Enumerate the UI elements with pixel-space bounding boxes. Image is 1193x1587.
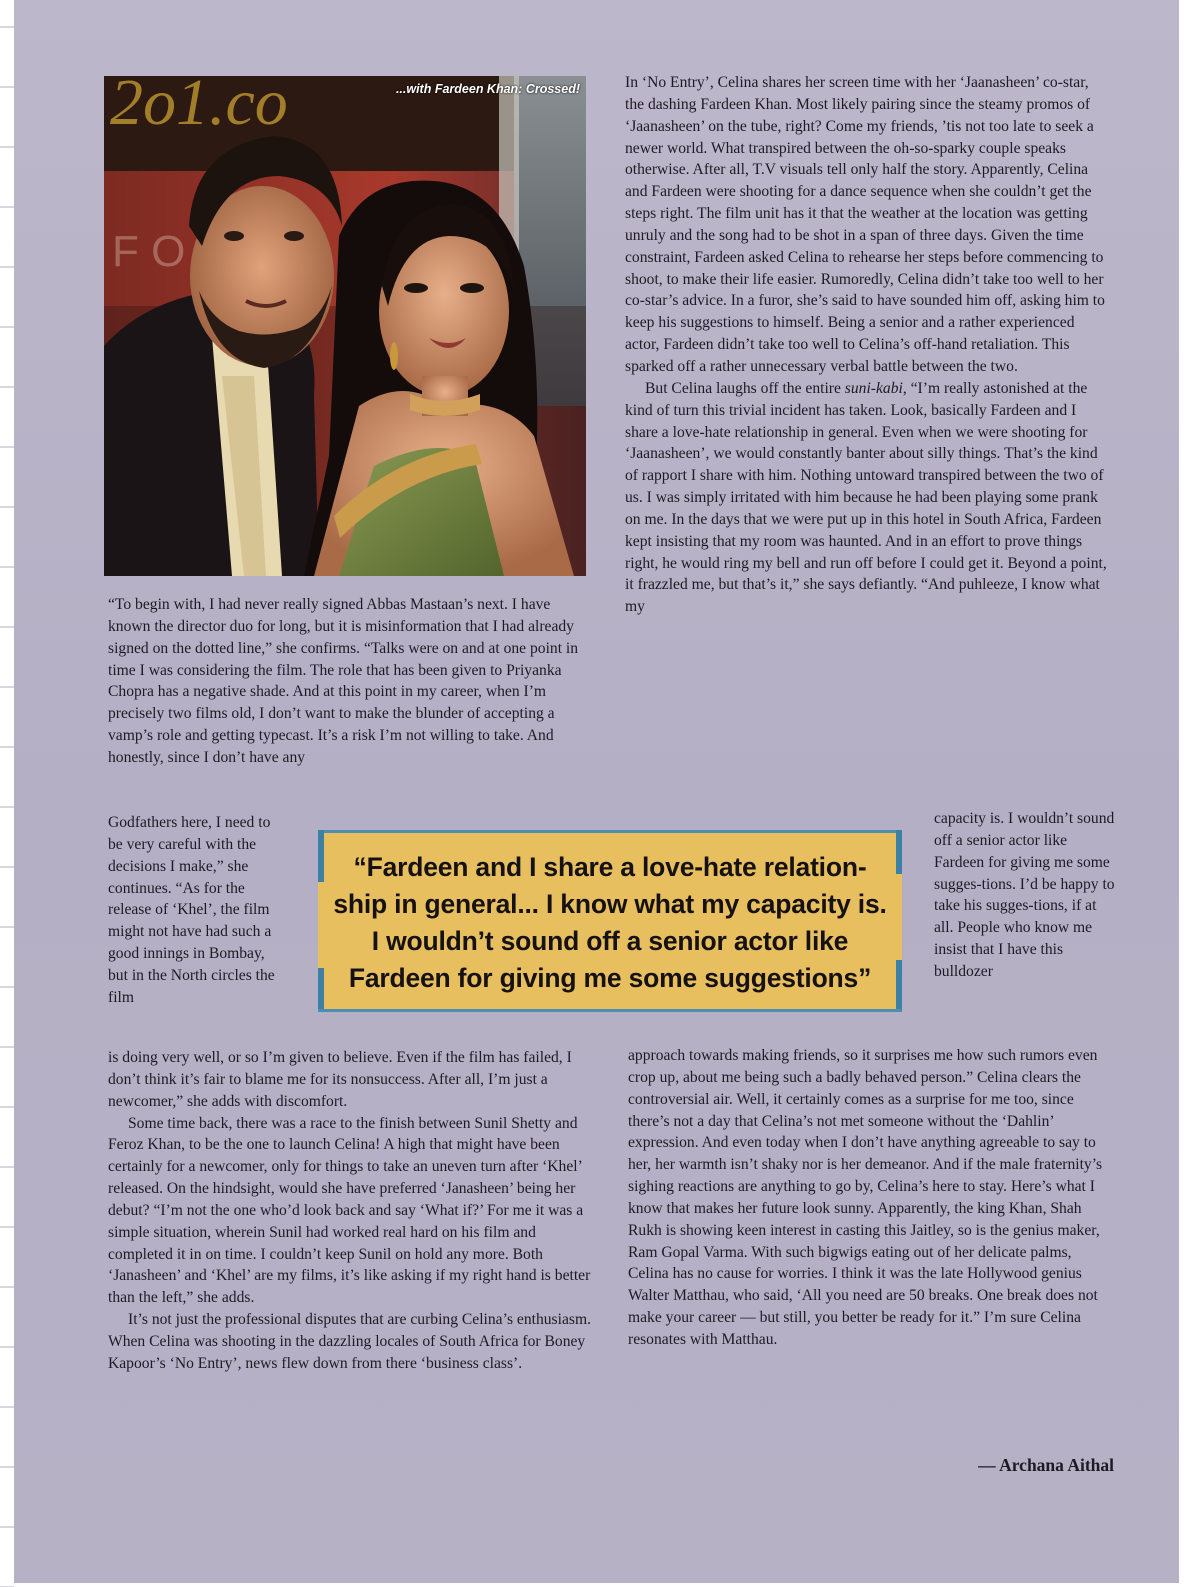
pull-quote-corner xyxy=(318,968,324,1012)
pull-quote-text xyxy=(319,849,900,997)
pull-quote-line: “Fardeen and I share a love-hate relation- xyxy=(353,851,867,882)
magazine-page xyxy=(14,0,1179,1583)
photo-caption xyxy=(396,82,580,96)
paragraph: “To begin with, I had never really signed Abbas Mastaan’s next. I have known the director duo for long, but it is misinformation that I had already signed on the dotted line,” she confirms. “Talks were on and at one point in time I was considering the film. The role that has been given to Priyanka Chopra has a negative shade. And at this point in my career, when I’m precisely two films old, I don’t want to make the blunder of accepting a vamp’s role and getting typecast. It’s a risk I’m not willing to take. And honestly, since I don’t have any xyxy=(108,596,579,766)
left-column-top xyxy=(108,594,590,769)
paragraph: is doing very well, or so I’m given to believe. Even if the film has failed, I don’t think it’s fair to blame me for its nonsuccess. After all, I’m just a newcomer,” she adds with discomfort. xyxy=(108,1049,572,1110)
left-column-bottom xyxy=(108,1047,592,1375)
right-column-top xyxy=(625,72,1111,618)
paragraph: approach towards making friends, so it surprises me how such rumors even crop up, about me being such a badly behaved person.” Celina clears the controversial air. Well, it certainly comes as a surprise for me too, since there’s not a day that Celina’s not met someone without the ‘Dahlin’ expression. And even today when I don’t have anything agreeable to say to her, her warmth isn’t shaky nor is her demeanor. And if the male fraternity’s sighing reactions are anything to go by, Celina’s here to stay. Here’s what I know that makes her future look sunny. Apparently, the king Khan, Shah Rukh is showing keen interest in casting this Jaitley, so is the genius maker, Ram Gopal Varma. With such bigwigs eating out of her delicate palms, Celina has no cause for worries. I think it was the late Hollywood genius Walter Matthau, who said, ‘All you need are 50 breaks. One break does not make your career — but still, you better be ready for it.” I’m sure Celina resonates with Matthau. xyxy=(628,1047,1103,1348)
pull-quote-line: ship in general... I know what my capacity is. xyxy=(333,888,887,919)
italic-term: suni-kabi xyxy=(844,379,903,397)
svg-text:2o1.co: 2o1.co xyxy=(110,76,288,139)
scan-edge xyxy=(0,0,14,1587)
pull-quote-corner xyxy=(896,960,902,1012)
pull-quote-corner xyxy=(318,830,324,882)
caption-emphasis: Crossed! xyxy=(525,82,580,96)
right-wrap-column xyxy=(934,808,1116,983)
pull-quote-rule xyxy=(318,1009,902,1012)
text-run: But Celina laughs off the entire xyxy=(645,379,845,397)
paragraph: Godfathers here, I need to be very careful with the decisions I make,” she continues. “As for the release of ‘Khel’, the film might not have had such a good innings in Bombay, but in the North circles the film xyxy=(108,814,275,1006)
paragraph: capacity is. I wouldn’t sound off a senior actor like Fardeen for giving me some sugges-tions. I’d be happy to take his sugges-tions, if at all. People who know me insist that I have this bulldozer xyxy=(934,810,1115,980)
pull-quote xyxy=(318,830,902,1012)
pull-quote-corner xyxy=(896,830,902,874)
paragraph: It’s not just the professional disputes that are curbing Celina’s enthusiasm. When Celina was shooting in the dazzling locales of South Africa for Boney Kapoor’s ‘No Entry’, news flew down from there ‘business class’. xyxy=(108,1311,591,1372)
left-wrap-column xyxy=(108,812,288,1009)
caption-text: ...with Fardeen Khan: xyxy=(395,82,526,96)
photo-illustration xyxy=(104,76,586,576)
paragraph: In ‘No Entry’, Celina shares her screen time with her ‘Jaanasheen’ co-star, the dashing Fardeen Khan. Most likely pairing since the steamy promos of ‘Jaanasheen’ on the tube, right? Come my friends, ’tis not too late to seek a newer world. What transpired between the oh-so-sparky couple speaks otherwise. After all, T.V visuals tell only half the story. Apparently, Celina and Fardeen were shooting for a dance sequence when she couldn’t get the steps right. The film unit has it that the weather at the location was getting unruly and the song had to be shot in a span of three days. Given the time constraint, Fardeen asked Celina to rehearse her steps before commencing to shoot, to make their life easier. Rumoredly, Celina didn’t take too well to her co-star’s advice. In a furor, she’s said to have sounded him off, asking him to keep his suggestions to himself. Being a senior and a rather experienced actor, Fardeen didn’t take too well to Celina’s off-hand retaliation. This sparked off a rather unnecessary verbal battle between the two. xyxy=(625,74,1105,375)
right-column-bottom xyxy=(628,1045,1114,1351)
pull-quote-line: Fardeen for giving me some suggestions” xyxy=(348,962,872,993)
pull-quote-line: I wouldn’t sound off a senior actor like xyxy=(371,925,849,956)
text-run: , “I’m really astonished at the kind of turn this trivial incident has taken. Look, basically Fardeen and I share a love-hate relationship in general. Even when we were shooting for ‘Jaanasheen’, we would constantly banter about silly things. That’s the kind of rapport I share with him. Nothing untoward transpired between the two of us. I was simply irritated with him because he had been playing some prank on me. In the days that we were put up in this hotel in South Africa, Fardeen kept insisting that my room was haunted. And in an effort to prove things right, he would ring my bell and run off before I could get it. Beyond a point, it frazzled me, but that’s it,” she says defiantly. “And puhleeze, I know what my xyxy=(625,379,1107,616)
author-byline: — Archana Aithal xyxy=(978,1455,1114,1475)
svg-text:F O: F O xyxy=(112,227,186,276)
paragraph: Some time back, there was a race to the finish between Sunil Shetty and Feroz Khan, to be the one to launch Celina! A high that might have been certainly for a newcomer, only for things to take an uneven turn after ‘Khel’ released. On the hindsight, would she have preferred ‘Janasheen’ being her debut? “I’m not the one who’d look back and say ‘What if?’ For me it was a simple situation, wherein Sunil had worked real hard on his film and completed it in on time. I couldn’t keep Sunil on hold any more. Both ‘Janasheen’ and ‘Khel’ are my films, it’s like asking if my right hand is better than the left,” she adds. xyxy=(108,1114,591,1307)
article-photo xyxy=(104,76,586,576)
paragraph xyxy=(625,378,1111,618)
